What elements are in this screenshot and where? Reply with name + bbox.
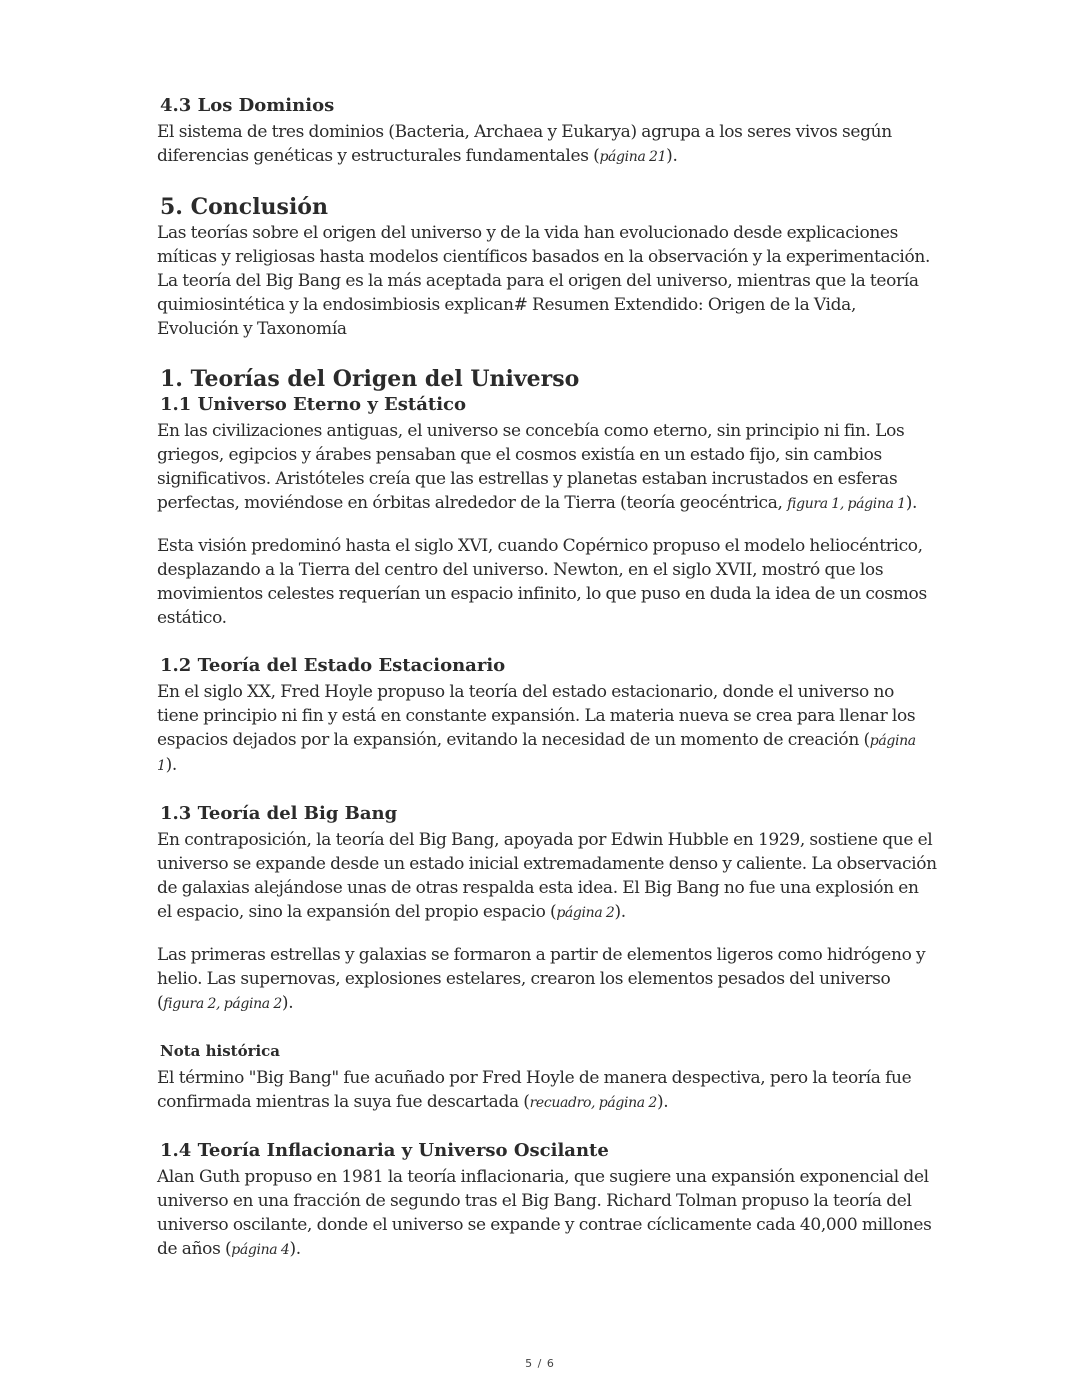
page-reference: figura 2, página 2 (163, 996, 282, 1012)
section-4-3-heading: 4.3 Los Dominios (160, 95, 335, 116)
page-reference: figura 1, página 1 (787, 496, 906, 512)
page-reference: página 2 (556, 905, 615, 921)
page-reference: recuadro, página 2 (529, 1095, 657, 1111)
section-1-2-paragraph: En el siglo XX, Fred Hoyle propuso la teoría del estado estacionario, donde el universo no tiene principio ni fin y está en constante expansión. La materia nueva se crea para llenar los espacios dejados por la expansión, evitando la necesidad de un momento de creación (página 1). (157, 682, 916, 775)
section-1-1-paragraph-1: En las civilizaciones antiguas, el universo se concebía como eterno, sin principio ni fin. Los griegos, egipcios y árabes pensaban que el cosmos existía en un estado fijo, sin cambios significativos. Aristóteles creía que las estrellas y planetas estaban incrustados en esferas perfectas, moviéndose en órbitas alrededor de la Tierra (teoría geocéntrica, figura 1, página 1). (157, 421, 918, 513)
section-1-heading: 1. Teorías del Origen del Universo (160, 366, 580, 392)
historical-note-paragraph: El término "Big Bang" fue acuñado por Fred Hoyle de manera despectiva, pero la teoría fue confirmada mientras la suya fue descartada (recuadro, página 2). (157, 1068, 912, 1112)
page-reference: página 1 (157, 733, 916, 774)
section-4-3-paragraph: El sistema de tres dominios (Bacteria, Archaea y Eukarya) agrupa a los seres vivos según diferencias genéticas y estructurales fundamentales (página 21). (157, 122, 892, 166)
section-5-heading: 5. Conclusión (160, 194, 328, 220)
section-1-2-heading: 1.2 Teoría del Estado Estacionario (160, 655, 506, 676)
section-1-3-paragraph-2: Las primeras estrellas y galaxias se formaron a partir de elementos ligeros como hidrógeno y helio. Las supernovas, explosiones estelares, crearon los elementos pesados del universo (figura 2, página 2). (157, 945, 926, 1013)
document-page (157, 94, 937, 1262)
page-reference: página 4 (231, 1242, 290, 1258)
section-1-4-paragraph: Alan Guth propuso en 1981 la teoría inflacionaria, que sugiere una expansión exponencial del universo en una fracción de segundo tras el Big Bang. Richard Tolman propuso la teoría del universo oscilante, donde el universo se expande y contrae cíclicamente cada 40,000 millones de años (página 4). (157, 1167, 932, 1259)
section-1-1-heading: 1.1 Universo Eterno y Estático (160, 394, 467, 415)
section-5-paragraph: Las teorías sobre el origen del universo y de la vida han evolucionado desde explicaciones míticas y religiosas hasta modelos científicos basados en la observación y la experimentación. La teoría del Big Bang es la más aceptada para el origen del universo, mientras que la teoría quimiosintética y la endosimbiosis explican# Resumen Extendido: Origen de la Vida, Evolución y Taxonomía (157, 223, 931, 339)
historical-note-heading: Nota histórica (160, 1042, 281, 1060)
section-1-3-heading: 1.3 Teoría del Big Bang (160, 803, 398, 824)
section-1-3-paragraph-1: En contraposición, la teoría del Big Bang, apoyada por Edwin Hubble en 1929, sostiene que el universo se expande desde un estado inicial extremadamente denso y caliente. La observación de galaxias alejándose unas de otras respalda esta idea. El Big Bang no fue una explosión en el espacio, sino la expansión del propio espacio (página 2). (157, 830, 937, 922)
section-1-1-paragraph-2: Esta visión predominó hasta el siglo XVI, cuando Copérnico propuso el modelo heliocéntrico, desplazando a la Tierra del centro del universo. Newton, en el siglo XVII, mostró que los movimientos celestes requerían un espacio infinito, lo que puso en duda la idea de un cosmos estático. (157, 536, 927, 628)
section-1-4-heading: 1.4 Teoría Inflacionaria y Universo Oscilante (160, 1140, 609, 1161)
page-reference: página 21 (599, 149, 667, 165)
page-indicator: 5 / 6 (525, 1357, 555, 1370)
